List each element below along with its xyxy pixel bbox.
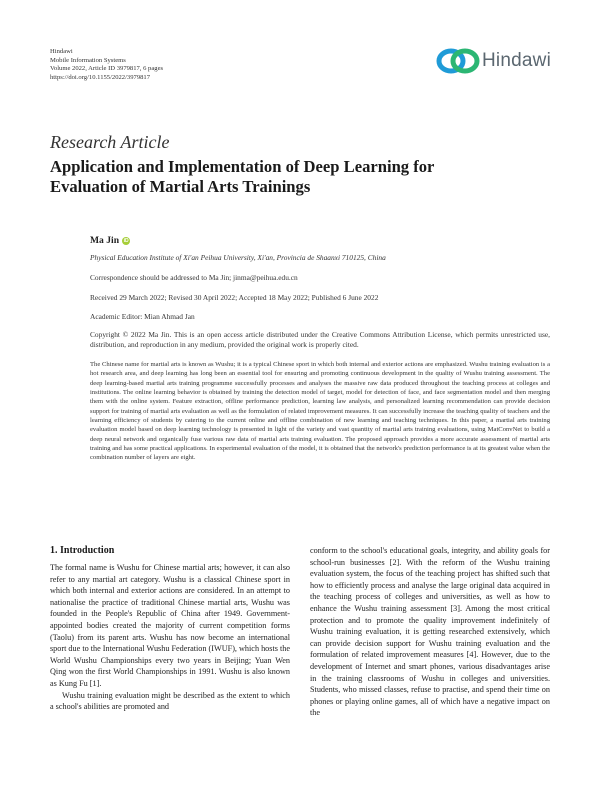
column-left — [50, 562, 290, 713]
hindawi-logo — [436, 46, 551, 76]
orcid-icon[interactable]: iD — [123, 237, 129, 244]
publication-dates: Received 29 March 2022; Revised 30 April 2022; Accepted 18 May 2022; Published 6 June 2022 — [90, 293, 379, 302]
paper-title — [50, 157, 550, 197]
affiliation: Physical Education Institute of Xi'an Peihua University, Xi'an, Provincia de Shaanxi 710125, China — [90, 253, 386, 262]
doi-link[interactable]: https://doi.org/10.1155/2022/3979817 — [50, 73, 151, 81]
article-type: Research Article — [50, 132, 170, 152]
section-heading: 1. Introduction — [50, 545, 115, 556]
paragraph: The formal name is Wushu for Chinese martial arts; however, it can also refer to any martial art category. Wushu is a classical Chinese sport in which both internal and exterior actions are considered. In an attempt to nationalise the practice of traditional Chinese martial arts, Wushu was founded in the People's Republic of China after 1949. Government-appointed bodies created the majority of current competition forms (Taolu) from its parent arts. Wushu has now become an international sport due to the International Wushu Federation (IWUF), which hosts the World Wushu Championships every two years in Beijing; Yuan Wen Qing won the first World Championships in 1991. Wushu is also known as Kung Fu [1]. — [50, 563, 290, 688]
title-line: Evaluation of Martial Arts Trainings — [50, 177, 311, 196]
volume-info: Volume 2022, Article ID 3979817, 6 pages — [50, 65, 164, 73]
abstract: The Chinese name for martial arts is known as Wushu; it is a typical Chinese sport in which both internal and exterior actions are emphasized. Wushu training evaluation is a hot research area, and deep learning has long been an essential tool for ensuring and promoting continuous development in the quality of Wushu training assessment. The deep learning-based martial arts training programme successfully processes and analyses the massive raw data produced throughout the teaching process at colleges and institutions. The online learning behavior is obtained by training the detection model of target, model for detection of face, and face segmentation model and then merging them with the online system. Feature extraction, offline performance prediction, learning law analysis, and personalized learning recommendation can provide decision support for training of martial arts evaluation as well as the formulation of related improvement measures. It can successfully increase the teaching quality of teachers and the learning efficiency of students by catering to the current online and offline combination of new learning and teaching techniques. In this paper, a martial arts training evaluation model based on deep learning technology is presented in light of the variety and vast quantity of martial arts training evaluations, using MatConvNet to build a deep neural network and organically fuse various raw data of martial arts training evaluation. The proposed approach provides a more accurate assessment of martial arts training and has some practical applications. In experimental evaluation of the model, it is obtained that the network's prediction performance is at its greatest value when the combination number of layers are eight. — [90, 361, 550, 462]
publisher-name: Hindawi — [50, 48, 73, 55]
journal-name: Mobile Information Systems — [50, 56, 126, 64]
paragraph: conform to the school's educational goals, integrity, and ability goals for school-run businesses [2]. With the reform of the Wushu training evaluation system, the focus of the teaching project has shifted such that how to efficiently process and analyse the large original data acquired in the teaching process of colleges and universities, as well as how to enhance the Wushu training assessment [3]. Among the most critical protection and to promote the quality improvement indefinitely of Wushu training evaluation, it is getting researched extensively, which can provide decision support for Wushu training evaluation and the formulation of related improvement measures [4]. However, due to the development of Internet and smart phones, various disadvantages arise in the training classrooms of Wushu in colleges and universities. Students, who missed classes, refuse to practise, and spend their time on phones or playing online games, all of which have a negative impact on the — [310, 546, 550, 718]
author-name: Ma Jin — [90, 235, 120, 246]
column-right — [310, 545, 550, 719]
academic-editor: Academic Editor: Mian Ahmad Jan — [90, 312, 195, 321]
journal-info — [50, 48, 163, 82]
copyright-notice: Copyright © 2022 Ma Jin. This is an open access article distributed under the Creative Commons Attribution License, which permits unrestricted use, distribution, and reproduction in any medium, provided the original work is properly cited. — [90, 330, 550, 349]
author — [90, 235, 130, 246]
paragraph: Wushu training evaluation might be described as the extent to which a school's abilities are promoted and — [50, 690, 290, 712]
logo-text: Hindawi — [482, 50, 551, 71]
hindawi-logo-icon — [436, 46, 480, 76]
correspondence: Correspondence should be addressed to Ma Jin; jinma@peihua.edu.cn — [90, 273, 298, 282]
title-line: Application and Implementation of Deep Learning for — [50, 157, 435, 176]
